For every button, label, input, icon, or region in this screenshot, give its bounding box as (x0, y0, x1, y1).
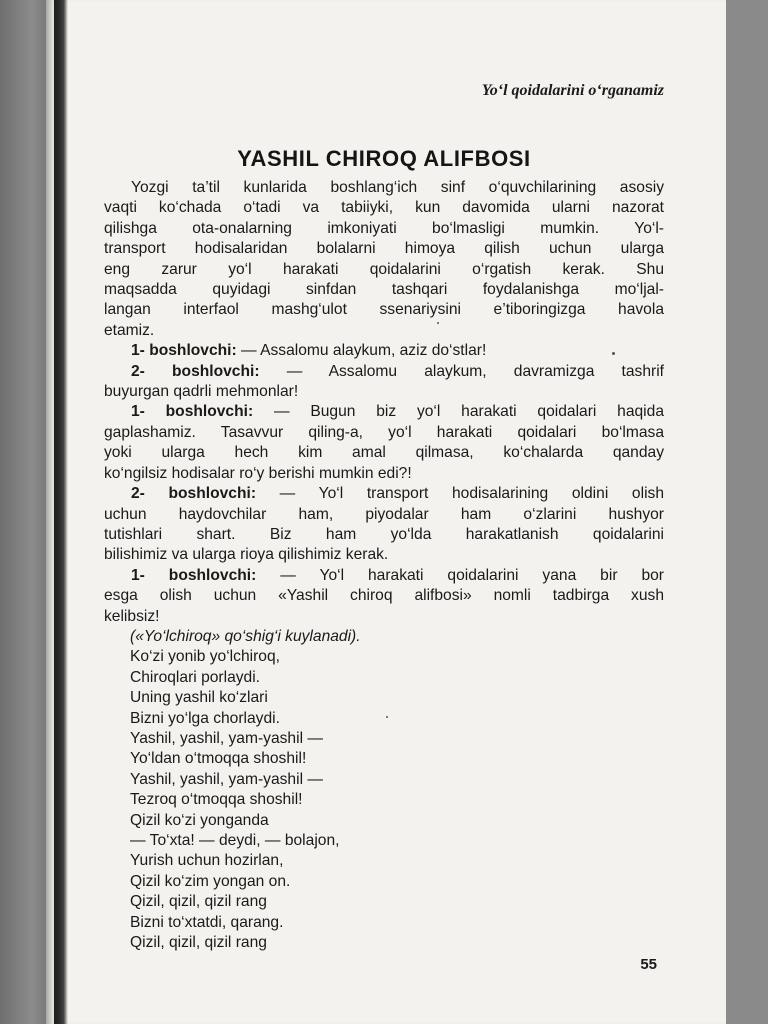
dialogue-paragraph (104, 362, 664, 403)
text-line: transport hodisalaridan bolalarni himoya qilish uchun ularga (104, 240, 664, 258)
text-line: maqsadda quyidagi sinfdan tashqari foydalanishga mo‘ljal- (104, 281, 664, 299)
text-line: qilishga ota-onalarning imkoniyati bo‘lmasligi mumkin. Yo‘l- (104, 219, 664, 237)
text-line: yoki ularga hech kim amal qilmasa, ko‘chalarda qanday (104, 444, 664, 462)
dialogue-paragraph (104, 341, 664, 361)
text-line: ko‘ngilsiz hodisalar ro‘y berishi mumkin edi?! (104, 464, 412, 482)
lyric-line: Qizil ko‘zim yongan on. (130, 872, 291, 890)
lyric-line: Uning yashil ko‘zlari (130, 689, 268, 707)
page-number: 55 (640, 956, 657, 973)
article-body (104, 178, 664, 953)
lyric-line: Yurish uchun hozirlan, (130, 852, 284, 870)
intro-paragraph (104, 178, 664, 341)
lyric-line: — To‘xta! — deydi, — bolajon, (130, 832, 340, 849)
lyric-line: Qizil, qizil, qizil rang (130, 934, 267, 952)
text-line: vaqti ko‘chada o‘tadi va tabiiyki, kun davomida ularni nazorat (104, 199, 664, 217)
text-line: buyurgan qadrli mehmonlar! (104, 383, 299, 401)
text-line: Yozgi ta’til kunlarida boshlang‘ich sinf o‘quvchilarining asosiy (131, 179, 664, 196)
print-speck (612, 352, 615, 355)
speech-text: — Bugun biz yo‘l harakati qoidalari haqida (253, 403, 664, 421)
scan-background-right (726, 0, 768, 1024)
lyric-line: Bizni to‘xtatdi, qarang. (130, 913, 284, 931)
text-line (104, 484, 664, 504)
article-title: YASHIL CHIROQ ALIFBOSI (237, 146, 531, 171)
running-head: Yo‘l qoidalarini o‘rganamiz (481, 82, 664, 99)
text-line: langan interfaol mashg‘ulot ssenariysini e’tiboringizga havola (104, 301, 664, 319)
lyric-line: Yo‘ldan o‘tmoqqa shoshil! (130, 750, 307, 768)
speech-text: — Assalomu alaykum, davramizga tashrif (259, 362, 664, 380)
lyric-line: Yashil, yashil, yam-yashil — (130, 770, 323, 788)
text-line (104, 341, 664, 361)
page-binding-edge (54, 0, 68, 1024)
text-line: etamiz. (104, 321, 155, 339)
text-line (104, 362, 664, 382)
speaker-label: 2- boshlovchi: (131, 485, 257, 503)
lyric-line: Ko‘zi yonib yo‘lchiroq, (130, 648, 280, 666)
speaker-label: 2- boshlovchi: (131, 362, 260, 380)
speech-text: — Yo‘l harakati qoidalarini yana bir bor (256, 566, 664, 584)
speaker-label: 1- boshlovchi: (131, 342, 237, 360)
lyric-line: Chiroqlari porlaydi. (130, 668, 261, 686)
dialogue-paragraph (104, 402, 664, 484)
lyric-line: Qizil, qizil, qizil rang (130, 893, 267, 911)
lyric-line: Bizni yo‘lga chorlaydi. (130, 709, 280, 727)
print-speck (386, 716, 388, 718)
text-line: esga olish uchun «Yashil chiroq alifbosi» nomli tadbirga xush (104, 587, 664, 605)
text-line (104, 402, 664, 422)
dialogue-paragraph (104, 484, 664, 566)
lyric-line: Qizil ko‘zi yonganda (130, 811, 269, 829)
text-line: uchun haydovchilar ham, piyodalar ham o‘zlarini hushyor (104, 505, 664, 523)
text-line: bilishimiz va ularga rioya qilishimiz kerak. (104, 546, 389, 564)
text-line: eng zarur yo‘l harakati qoidalarini o‘rgatish kerak. Shu (104, 260, 664, 278)
stage-direction: («Yo‘lchiroq» qo‘shig‘i kuylanadi). (130, 627, 361, 645)
text-line: gaplashamiz. Tasavvur qiling-a, yo‘l harakati qoidalari bo‘lmasa (104, 423, 664, 441)
lyric-line: Tezroq o‘tmoqqa shoshil! (130, 791, 303, 809)
text-line: kelibsiz! (104, 607, 160, 625)
song-lyrics (104, 627, 664, 954)
lyric-line: Yashil, yashil, yam-yashil — (130, 729, 323, 747)
speaker-label: 1- boshlovchi: (131, 403, 254, 421)
text-line: tutishlari shart. Biz ham yo‘lda harakatlanish qoidalarini (104, 525, 664, 543)
text-line (104, 566, 664, 586)
speech-text: — Yo‘l transport hodisalarining oldini olish (256, 485, 665, 503)
scan-background-left (0, 0, 46, 1024)
print-speck (437, 322, 439, 324)
speaker-label: 1- boshlovchi: (131, 566, 257, 584)
dialogue-paragraph (104, 566, 664, 627)
speech-text: — Assalomu alaykum, aziz do‘stlar! (236, 342, 487, 360)
